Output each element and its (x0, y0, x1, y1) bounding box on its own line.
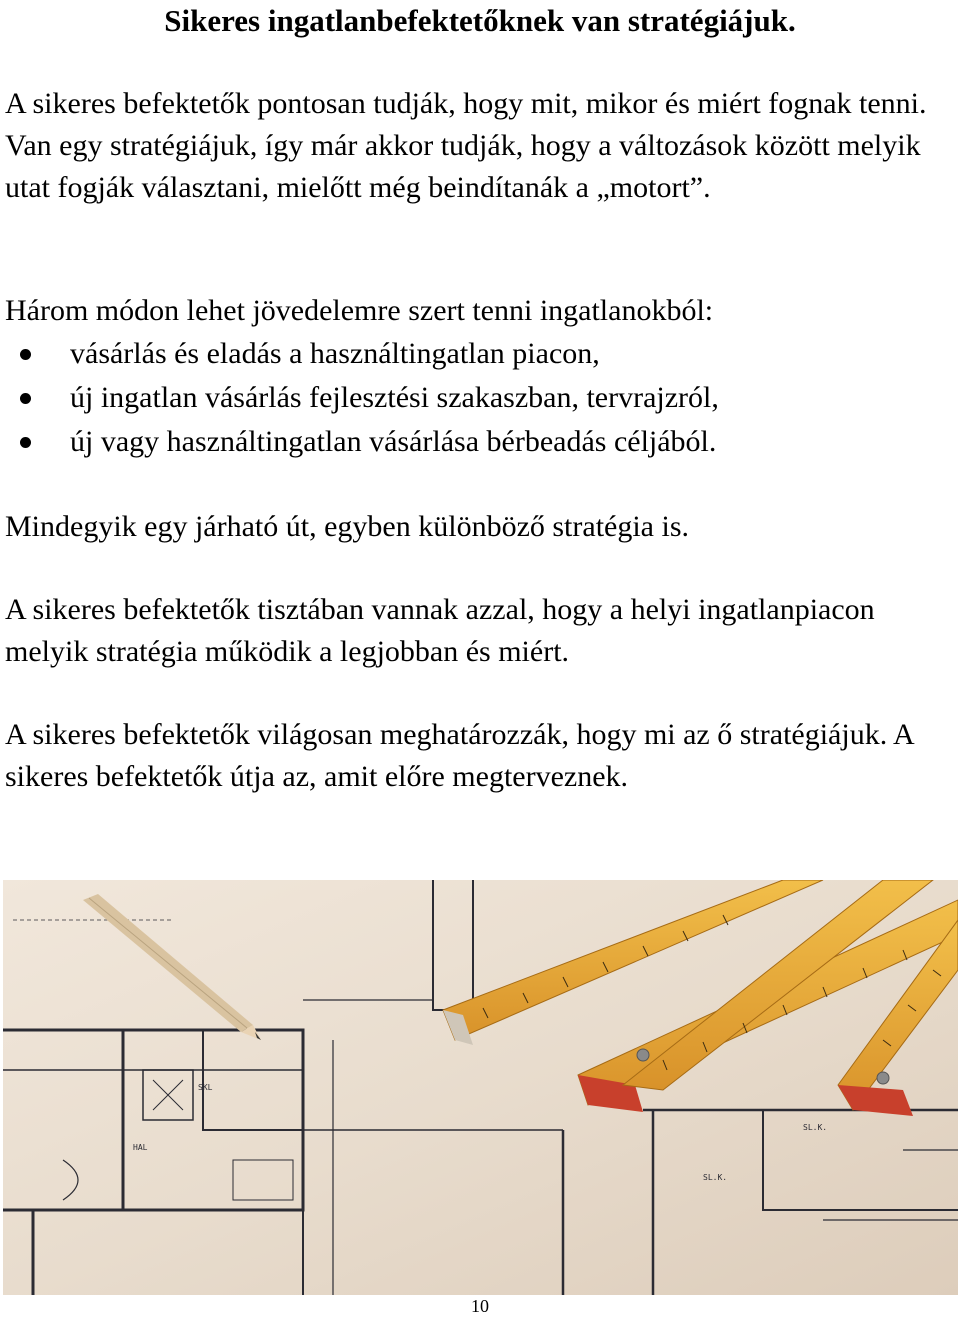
bullet-icon (20, 437, 31, 448)
bullet-icon (20, 393, 31, 404)
svg-text:SL.K.: SL.K. (803, 1123, 828, 1132)
list-item-text: új vagy használtingatlan vásárlása bérbeadás céljából. (70, 425, 717, 458)
list-item (0, 420, 955, 464)
svg-text:SKL: SKL (198, 1083, 213, 1092)
list-item-text: új ingatlan vásárlás fejlesztési szakaszban, tervrajzról, (70, 381, 719, 414)
page-title: Sikeres ingatlanbefektetőknek van stratégiájuk. (164, 3, 796, 38)
strategy-paragraph: Mindegyik egy járható út, egyben különböző stratégia is. (5, 510, 690, 543)
bullet-icon (20, 349, 31, 360)
list-item (0, 332, 955, 376)
svg-text:SL.K.: SL.K. (703, 1173, 728, 1182)
page-number: 10 (471, 1296, 489, 1316)
blueprint-illustration (3, 880, 958, 1295)
local-market-paragraph: A sikeres befektetők tisztában vannak azzal, hogy a helyi ingatlanpiacon melyik stratégia működik a legjobban és miért. (5, 593, 875, 668)
svg-text:HAL: HAL (133, 1143, 148, 1152)
list-item (0, 376, 955, 420)
income-methods-intro: Három módon lehet jövedelemre szert tenni ingatlanokból: (5, 294, 714, 327)
list-item-text: vásárlás és eladás a használtingatlan piacon, (70, 337, 600, 370)
income-methods-list (0, 332, 955, 464)
planning-paragraph: A sikeres befektetők világosan meghatározzák, hogy mi az ő stratégiájuk. A sikeres befektetők útja az, amit előre megterveznek. (5, 718, 914, 793)
blueprint-rulers-photo (3, 880, 958, 1295)
intro-paragraph: A sikeres befektetők pontosan tudják, hogy mit, mikor és miért fognak tenni. Van egy stratégiájuk, így már akkor tudják, hogy a változások között melyik utat fogják választani, mielőtt még beindítanák a „motort”. (5, 87, 927, 204)
